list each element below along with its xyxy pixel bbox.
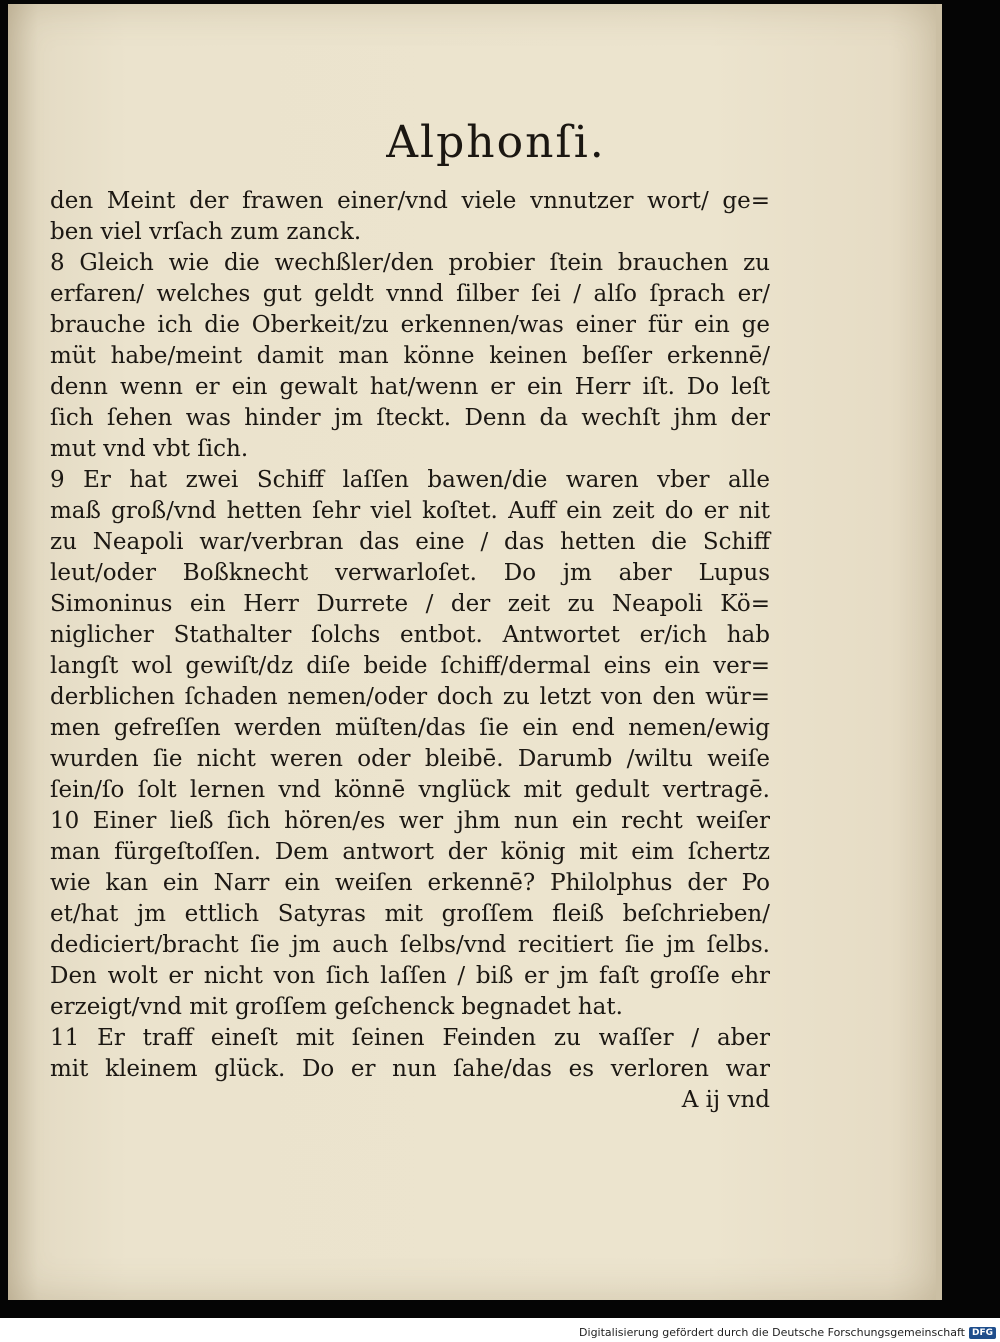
text-line: man fürgeſtoſſen. Dem antwort der könig mit eim ſchertz xyxy=(50,839,770,865)
text-line: zu Neapoli war/verbran das eine / das hetten die Schiff xyxy=(50,529,770,555)
footer-text: Digitalisierung gefördert durch die Deutsche Forschungsgemeinschaft xyxy=(579,1326,965,1339)
text-line: wie kan ein Narr ein weiſen erkennē? Philolphus der Po xyxy=(50,870,770,896)
text-line: 10 Einer ließ ſich hören/es wer jhm nun ein recht weiſer xyxy=(50,808,770,834)
text-line: mut vnd vbt ſich. xyxy=(50,436,249,462)
text-line: et/hat jm ettlich Satyras mit groſſem fleiß beſchrieben/ xyxy=(50,901,770,927)
book-page xyxy=(8,4,942,1300)
dfg-logo: DFG xyxy=(969,1327,996,1339)
footer-credit xyxy=(579,1326,996,1339)
text-line: derblichen ſchaden nemen/oder doch zu letzt von den wür= xyxy=(50,684,770,710)
text-line: 9 Er hat zwei Schiff laſſen bawen/die waren vber alle xyxy=(50,467,770,493)
text-line: leut/oder Boßknecht verwarloſet. Do jm aber Lupus xyxy=(50,560,770,586)
text-line: müt habe/meint damit man könne keinen beſſer erkennē/ xyxy=(50,343,770,369)
text-line: men gefreſſen werden müſten/das ſie ein end nemen/ewig xyxy=(50,715,770,741)
text-line: niglicher Stathalter ſolchs entbot. Antwortet er/ich hab xyxy=(50,622,770,648)
text-block xyxy=(50,186,770,1116)
text-line: denn wenn er ein gewalt hat/wenn er ein Herr iſt. Do leſt xyxy=(50,374,770,400)
text-line: erzeigt/vnd mit groſſem geſchenck begnadet hat. xyxy=(50,994,623,1020)
text-line: ben viel vrſach zum zanck. xyxy=(50,219,362,245)
text-line: mit kleinem glück. Do er nun ſahe/das es verloren war xyxy=(50,1056,770,1082)
running-head: Alphonſi. xyxy=(386,117,606,168)
text-line: ſich ſehen was hinder jm ſteckt. Denn da wechſt jhm der xyxy=(50,405,770,431)
text-line: brauche ich die Oberkeit/zu erkennen/was einer für ein ge xyxy=(50,312,770,338)
text-line: den Meint der frawen einer/vnd viele vnnutzer wort/ ge= xyxy=(50,188,770,214)
page-edge xyxy=(936,4,942,1300)
text-line: 8 Gleich wie die wechßler/den probier ſtein brauchen zu xyxy=(50,250,770,276)
text-line: dediciert/bracht ſie jm auch ſelbs/vnd recitiert ſie jm ſelbs. xyxy=(50,932,770,958)
text-line: erfaren/ welches gut geldt vnnd ſilber ſei / alſo ſprach er/ xyxy=(50,281,770,307)
signature-catchword-line: A ij vnd xyxy=(681,1087,770,1113)
text-line: langſt wol gewiſt/dz diſe beide ſchiff/dermal eins ein ver= xyxy=(50,653,770,679)
text-line: Simoninus ein Herr Durrete / der zeit zu Neapoli Kö= xyxy=(50,591,770,617)
text-line: maß groß/vnd hetten ſehr viel koſtet. Auff ein zeit do er nit xyxy=(50,498,770,524)
text-line: wurden ſie nicht weren oder bleibē. Darumb /wiltu weiſe xyxy=(50,746,770,772)
text-line: Den wolt er nicht von ſich laſſen / biß er jm faſt groſſe ehr xyxy=(50,963,770,989)
text-line: ſein/ſo ſolt lernen vnd könnē vnglück mit gedult vertragē. xyxy=(50,777,770,803)
text-line: 11 Er traff eineſt mit ſeinen Feinden zu waſſer / aber xyxy=(50,1025,770,1051)
